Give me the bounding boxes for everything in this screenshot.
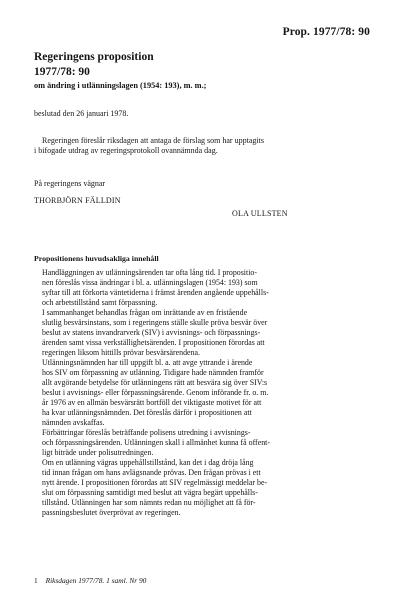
summary-paragraph xyxy=(34,458,364,518)
summary-line: ärenden samt vissa verkställighetsärenden. I propositionen förordas att xyxy=(42,338,265,347)
summary-line: tid innan frågan om hans avlägsnande prövas. Den frågan prövas i ett xyxy=(42,468,261,477)
signature-secondary: OLA ULLSTEN xyxy=(232,209,288,218)
intro-line: i bifogade utdrag av regeringsprotokoll ovannämnda dag. xyxy=(34,146,218,155)
summary-line: nämnden avskaffas. xyxy=(42,418,105,427)
summary-paragraph xyxy=(34,268,364,308)
summary-line: och förpassningsärenden. Utlänningen skall i allmänhet kunna få offent- xyxy=(42,438,270,447)
summary-line: nen föreslås vissa ändringar i bl. a. utlänningslagen (1954: 193) som xyxy=(42,278,258,287)
summary-line: nytt ärende. I propositionen förordas att SIV regelmässigt meddelar be- xyxy=(42,478,268,487)
footnote-number: 1 xyxy=(34,576,38,585)
summary-line: Om en utlänning vägras uppehållstillstånd, kan det i dag dröja lång xyxy=(42,458,254,467)
summary-line: passningsbeslutet överprövat av regeringen. xyxy=(42,508,181,517)
summary-line: tillstånd. Utlänningen har som nämnts redan nu möjlighet att få för- xyxy=(42,498,256,507)
intro-line: Regeringen föreslår riksdagen att antaga de förslag som har upptagits xyxy=(42,136,264,145)
decision-date: beslutad den 26 januari 1978. xyxy=(34,109,129,118)
signature-primary: THORBJÖRN FÄLLDIN xyxy=(34,196,121,205)
summary-paragraph xyxy=(34,308,364,358)
footnote xyxy=(34,576,146,585)
summary-line: slut om förpassning samtidigt med beslut att vägra begärt uppehålls- xyxy=(42,488,258,497)
summary-line: och arbetstillstånd samt förpassning. xyxy=(42,298,158,307)
proposition-reference: Prop. 1977/78: 90 xyxy=(282,26,370,38)
summary-line: syftar till att förkorta väntetiderna i främst ärenden angående uppehålls- xyxy=(42,288,269,297)
summary-line: Utlänningsnämnden har till uppgift bl. a. att avge yttrande i ärende xyxy=(42,358,253,367)
footnote-citation: Riksdagen 1977/78. 1 saml. Nr 90 xyxy=(45,576,147,585)
intro-paragraph xyxy=(34,136,364,156)
summary-paragraph xyxy=(34,428,364,458)
summary-line: Förbättringar föreslås beträffande polisens utredning i avvisnings- xyxy=(42,428,251,437)
on-behalf-line: På regeringens vägnar xyxy=(34,179,106,188)
summary-line: slutlig besvärsinstans, som i regeringens ställe skulle pröva besvär över xyxy=(42,318,268,327)
summary-line: år 1976 av en allmän besvärsrätt bortföll det viktigaste motivet för att xyxy=(42,398,262,407)
summary-paragraph xyxy=(34,358,364,428)
summary-line: Handläggningen av utlänningsärenden tar ofta lång tid. I propositio- xyxy=(42,268,257,277)
summary-line: ha kvar utlänningsnämnden. Det föreslås därför i propositionen att xyxy=(42,408,252,417)
summary-line: allt avgörande betydelse för utlänningens rätt att besvära sig över SIV:s xyxy=(42,378,268,387)
summary-line: beslut i avvisnings- eller förpassningsärende. Genom införande fr. o. m. xyxy=(42,388,269,397)
section-heading: Propositionens huvudsakliga innehåll xyxy=(34,254,159,263)
summary-line: I sammanhanget behandlas frågan om inrättande av en fristående xyxy=(42,308,248,317)
document-title: Regeringens proposition xyxy=(34,51,154,63)
title-block xyxy=(34,50,374,92)
summary-line: regeringen liksom hittills prövar besvärsärendena. xyxy=(42,348,200,357)
summary-body xyxy=(34,268,364,518)
summary-line: beslut av statens invandrarverk (SIV) i avvisnings- och förpassnings- xyxy=(42,328,261,337)
summary-line: ligt biträde under polisutredningen. xyxy=(42,448,154,457)
document-subject: om ändring i utlänningslagen (1954: 193), m. m.; xyxy=(34,81,207,90)
summary-line: hos SIV om förpassning av utlänning. Tidigare hade nämnden framför xyxy=(42,368,264,377)
document-number: 1977/78: 90 xyxy=(34,66,90,78)
